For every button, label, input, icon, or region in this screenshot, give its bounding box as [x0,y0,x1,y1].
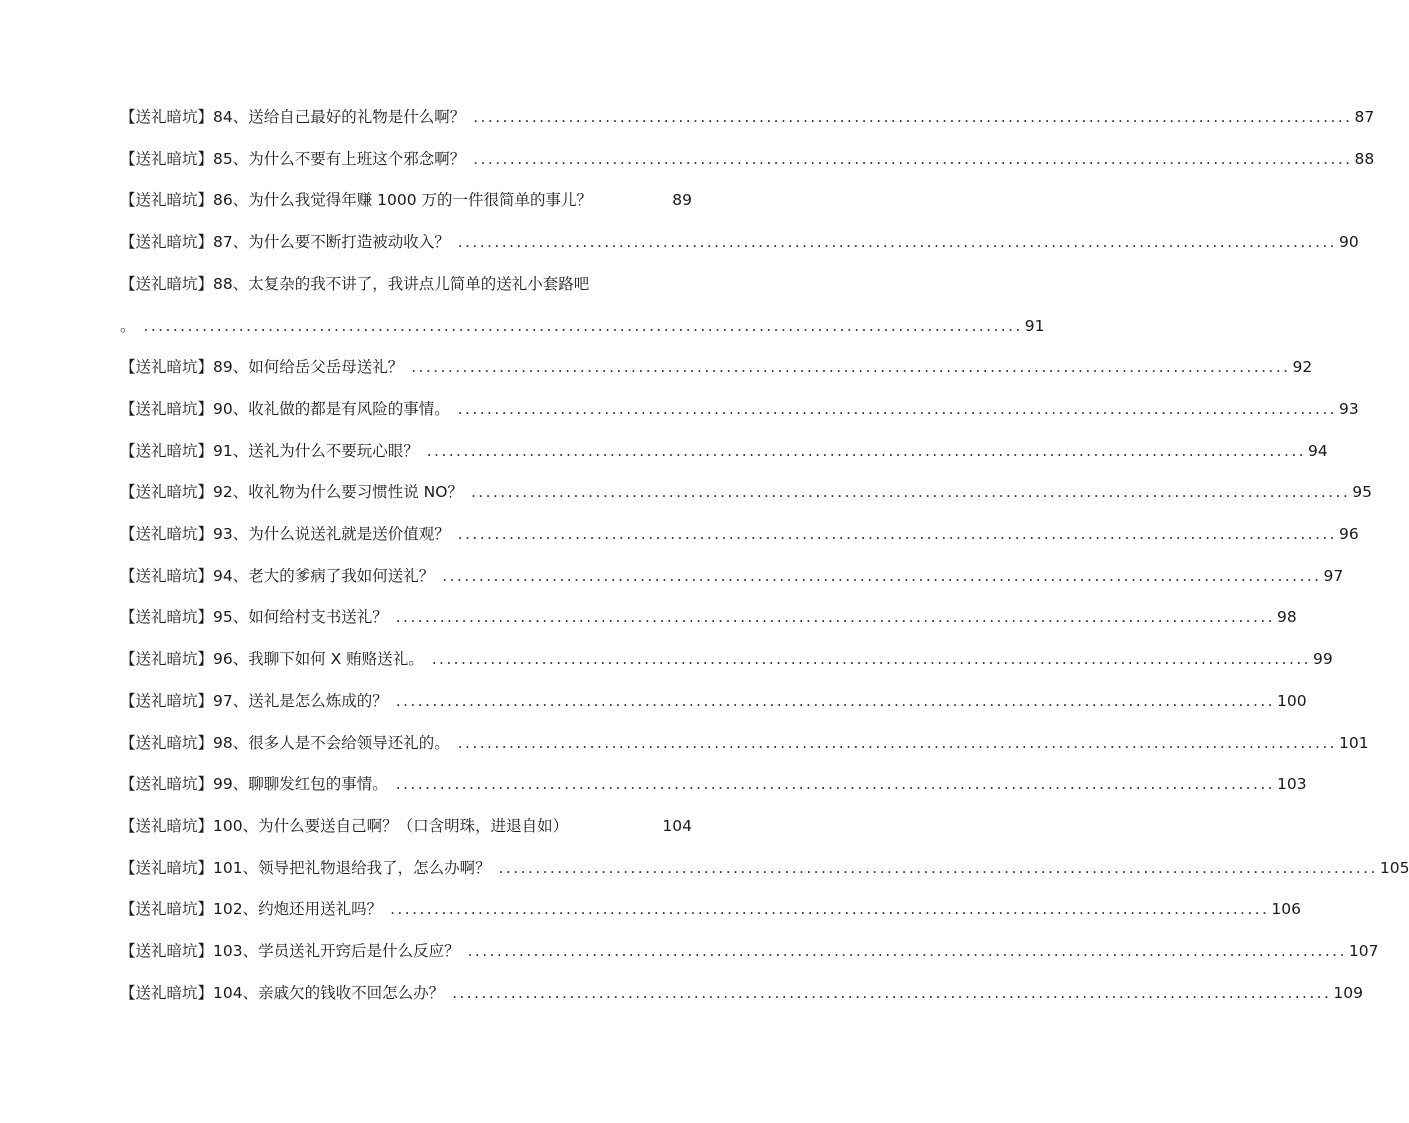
toc-entry[interactable] [120,939,1379,963]
toc-entry[interactable] [120,147,1375,171]
dot-leader: ........................................................................................................................ [395,691,1275,710]
toc-entry[interactable] [120,647,1333,671]
toc-entry-page-number: 97 [1323,566,1344,585]
toc-entry[interactable] [120,814,692,838]
dot-leader: ........................................................................................................................ [395,608,1275,627]
toc-entry[interactable] [120,856,1409,880]
toc-entry-title: 【送礼暗坑】102、约炮还用送礼吗？ [120,900,383,919]
dot-leader: ........................................................................................................................ [442,566,1322,585]
toc-entry[interactable] [120,480,1372,504]
dot-leader: ........................................................................................................................ [467,942,1347,960]
toc-entry-title: 【送礼暗坑】103、学员送礼开窍后是什么反应？ [120,942,460,960]
toc-entry-page-number: 89 [672,191,692,210]
dot-leader: ........................................................................................................................ [426,441,1306,460]
toc-entry-page-number: 94 [1307,441,1328,460]
dot-leader: ........................................................................................................................ [431,650,1311,669]
dot-leader: ........................................................................................................................ [457,525,1337,543]
toc-entry-title: 【送礼暗坑】88、太复杂的我不讲了，我讲点儿简单的送礼小套路吧 [120,274,590,293]
dot-leader: ........................................................................................................................ [473,108,1353,126]
toc-entry-title: 【送礼暗坑】86、为什么我觉得年赚 1000 万的一件很简单的事儿？ [120,191,593,210]
toc-entry[interactable] [120,564,1344,588]
toc-entry[interactable] [120,105,1375,129]
toc-entry-title: 【送礼暗坑】101、领导把礼物退给我了，怎么办啊？ [120,858,491,877]
dot-leader: ........................................................................................................................ [457,399,1337,418]
toc-entry[interactable] [120,188,692,212]
toc-entry-title: 【送礼暗坑】95、如何给村支书送礼？ [120,608,388,627]
toc-entry-page-number: 106 [1271,900,1301,919]
toc-entry-title: 【送礼暗坑】92、收礼物为什么要习惯性说 NO？ [120,483,463,502]
toc-entry[interactable] [120,981,1363,1005]
toc-entry[interactable] [120,897,1301,921]
toc-entry-page-number: 100 [1276,691,1307,710]
toc-entry-page-number: 101 [1338,733,1369,752]
toc-entry-page-number: 105 [1379,858,1409,877]
dot-leader: ........................................................................................................................ [143,316,1023,335]
toc-entry-page-number: 104 [662,816,692,835]
dot-leader: ........................................................................................................................ [473,149,1353,168]
toc-entry-title: 【送礼暗坑】93、为什么说送礼就是送价值观？ [120,525,450,543]
toc-entry-page-number: 90 [1338,233,1359,252]
toc-entry[interactable] [120,522,1359,546]
toc-entry-page-number: 99 [1312,650,1333,669]
dot-leader: ........................................................................................................................ [457,733,1337,752]
toc-entry-page-number: 95 [1352,483,1372,502]
dot-leader: ........................................................................................................................ [470,483,1351,502]
toc-entry[interactable] [120,230,1359,254]
toc-entry[interactable] [120,772,1307,796]
toc-entry[interactable] [120,439,1328,463]
toc-entry-page-number: 91 [1024,316,1045,335]
dot-leader: ........................................................................................................................ [452,983,1332,1002]
toc-entry-title: 【送礼暗坑】91、送礼为什么不要玩心眼？ [120,441,419,460]
toc-entry-page-number: 107 [1348,942,1379,960]
toc-entry-title: 【送礼暗坑】100、为什么要送自己啊？（口含明珠，进退自如） [120,816,569,835]
toc-entry-page-number: 103 [1276,775,1307,794]
toc-entry-page-number: 88 [1354,149,1375,168]
toc-entry-title: 【送礼暗坑】89、如何给岳父岳母送礼？ [120,358,404,377]
toc-entry-title: 【送礼暗坑】84、送给自己最好的礼物是什么啊？ [120,108,466,126]
toc-entry[interactable] [120,605,1297,629]
dot-leader: ........................................................................................................................ [390,900,1270,919]
toc-entry-title: 。 [120,316,136,335]
toc-entry-title: 【送礼暗坑】97、送礼是怎么炼成的？ [120,691,388,710]
toc-entry-page-number: 92 [1292,358,1313,377]
toc-entry-title: 【送礼暗坑】85、为什么不要有上班这个邪念啊？ [120,149,466,168]
toc-entry-page-number: 96 [1338,525,1359,543]
toc-entry-page-number: 93 [1338,399,1359,418]
toc-entry[interactable] [120,689,1307,713]
toc-entry-title: 【送礼暗坑】87、为什么要不断打造被动收入？ [120,233,450,252]
toc-entry-title: 【送礼暗坑】94、老大的爹病了我如何送礼？ [120,566,435,585]
toc-entry-page-number: 87 [1354,108,1375,126]
dot-leader: ........................................................................................................................ [395,775,1275,794]
toc-entry-title: 【送礼暗坑】104、亲戚欠的钱收不回怎么办？ [120,983,445,1002]
toc-entry-title: 【送礼暗坑】90、收礼做的都是有风险的事情。 [120,399,450,418]
toc-entry[interactable] [120,272,692,296]
toc-entry-title: 【送礼暗坑】98、很多人是不会给领导还礼的。 [120,733,450,752]
toc-entry[interactable] [120,731,1369,755]
toc-entry-title: 【送礼暗坑】96、我聊下如何 X 贿赂送礼。 [120,650,424,669]
toc-entry[interactable] [120,314,1045,338]
dot-leader: ........................................................................................................................ [498,858,1378,877]
toc-entry[interactable] [120,355,1313,379]
toc-entry[interactable] [120,397,1359,421]
toc-entry-title: 【送礼暗坑】99、聊聊发红包的事情。 [120,775,388,794]
dot-leader: ........................................................................................................................ [411,358,1291,377]
toc-entry-page-number: 98 [1276,608,1297,627]
toc-entry-page-number: 109 [1333,983,1363,1002]
dot-leader: ........................................................................................................................ [457,233,1337,252]
